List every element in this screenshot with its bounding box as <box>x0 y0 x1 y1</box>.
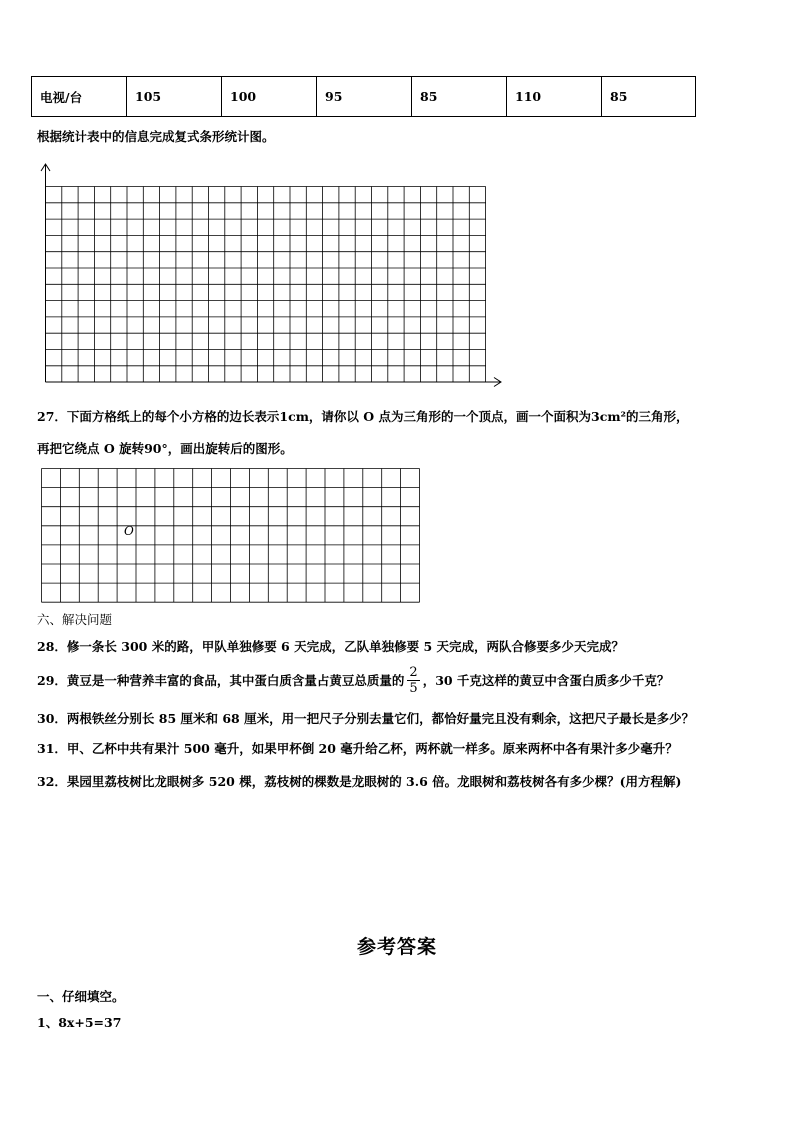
table-cell: 95 <box>317 77 412 117</box>
q29 <box>37 660 669 700</box>
table-cell: 100 <box>222 77 317 117</box>
q30: 30．两根铁丝分别长 85 厘米和 68 厘米，用一把尺子分别去量它们，都恰好量完且没有剩余，这把尺子最长是多少？ <box>37 711 695 726</box>
q28: 28．修一条长 300 米的路，甲队单独修要 6 天完成，乙队单独修要 5 天完成，两队合修要多少天完成？ <box>37 639 624 654</box>
q27-line1: 27．下面方格纸上的每个小方格的边长表示1cm，请你以 O 点为三角形的一个顶点，画一个面积为3cm²的三角形， <box>37 409 689 424</box>
q31: 31．甲、乙杯中共有果汁 500 毫升，如果甲杯倒 20 毫升给乙杯，两杯就一样多。原来两杯中各有果汁多少毫升？ <box>37 741 678 756</box>
tv-sales-table <box>31 76 696 117</box>
table-cell: 85 <box>412 77 507 117</box>
table-row-label: 电视/台 <box>32 77 127 117</box>
q29-fraction-num: 2 <box>409 664 418 680</box>
table-row <box>32 77 696 117</box>
table-cell: 110 <box>507 77 602 117</box>
q27-line2: 再把它绕点 O 旋转90°，画出旋转后的图形。 <box>37 441 293 456</box>
table-cell: 85 <box>602 77 696 117</box>
q29-fraction-den: 5 <box>409 680 418 696</box>
triangle-grid <box>40 467 422 604</box>
answers-section1: 一、仔细填空。 <box>37 989 125 1004</box>
section6-heading: 六、解决问题 <box>37 612 113 627</box>
q26-instruction: 根据统计表中的信息完成复式条形统计图。 <box>37 129 275 144</box>
q32: 32．果园里荔枝树比龙眼树多 520 棵，荔枝树的棵数是龙眼树的 3.6 倍。龙眼树和荔枝树各有多少棵？(用方程解) <box>37 774 682 789</box>
q29-before: 29．黄豆是一种营养丰富的食品，其中蛋白质含量占黄豆总质量的 <box>37 673 405 688</box>
q29-after: ，30 千克这样的黄豆中含蛋白质多少千克？ <box>422 673 670 688</box>
table-cell: 105 <box>127 77 222 117</box>
answer-1: 1、8x+5=37 <box>37 1015 122 1030</box>
q29-fraction <box>407 666 419 695</box>
point-o-label: O <box>124 524 134 538</box>
bar-chart-grid <box>36 160 506 390</box>
answers-title: 参考答案 <box>356 936 437 958</box>
